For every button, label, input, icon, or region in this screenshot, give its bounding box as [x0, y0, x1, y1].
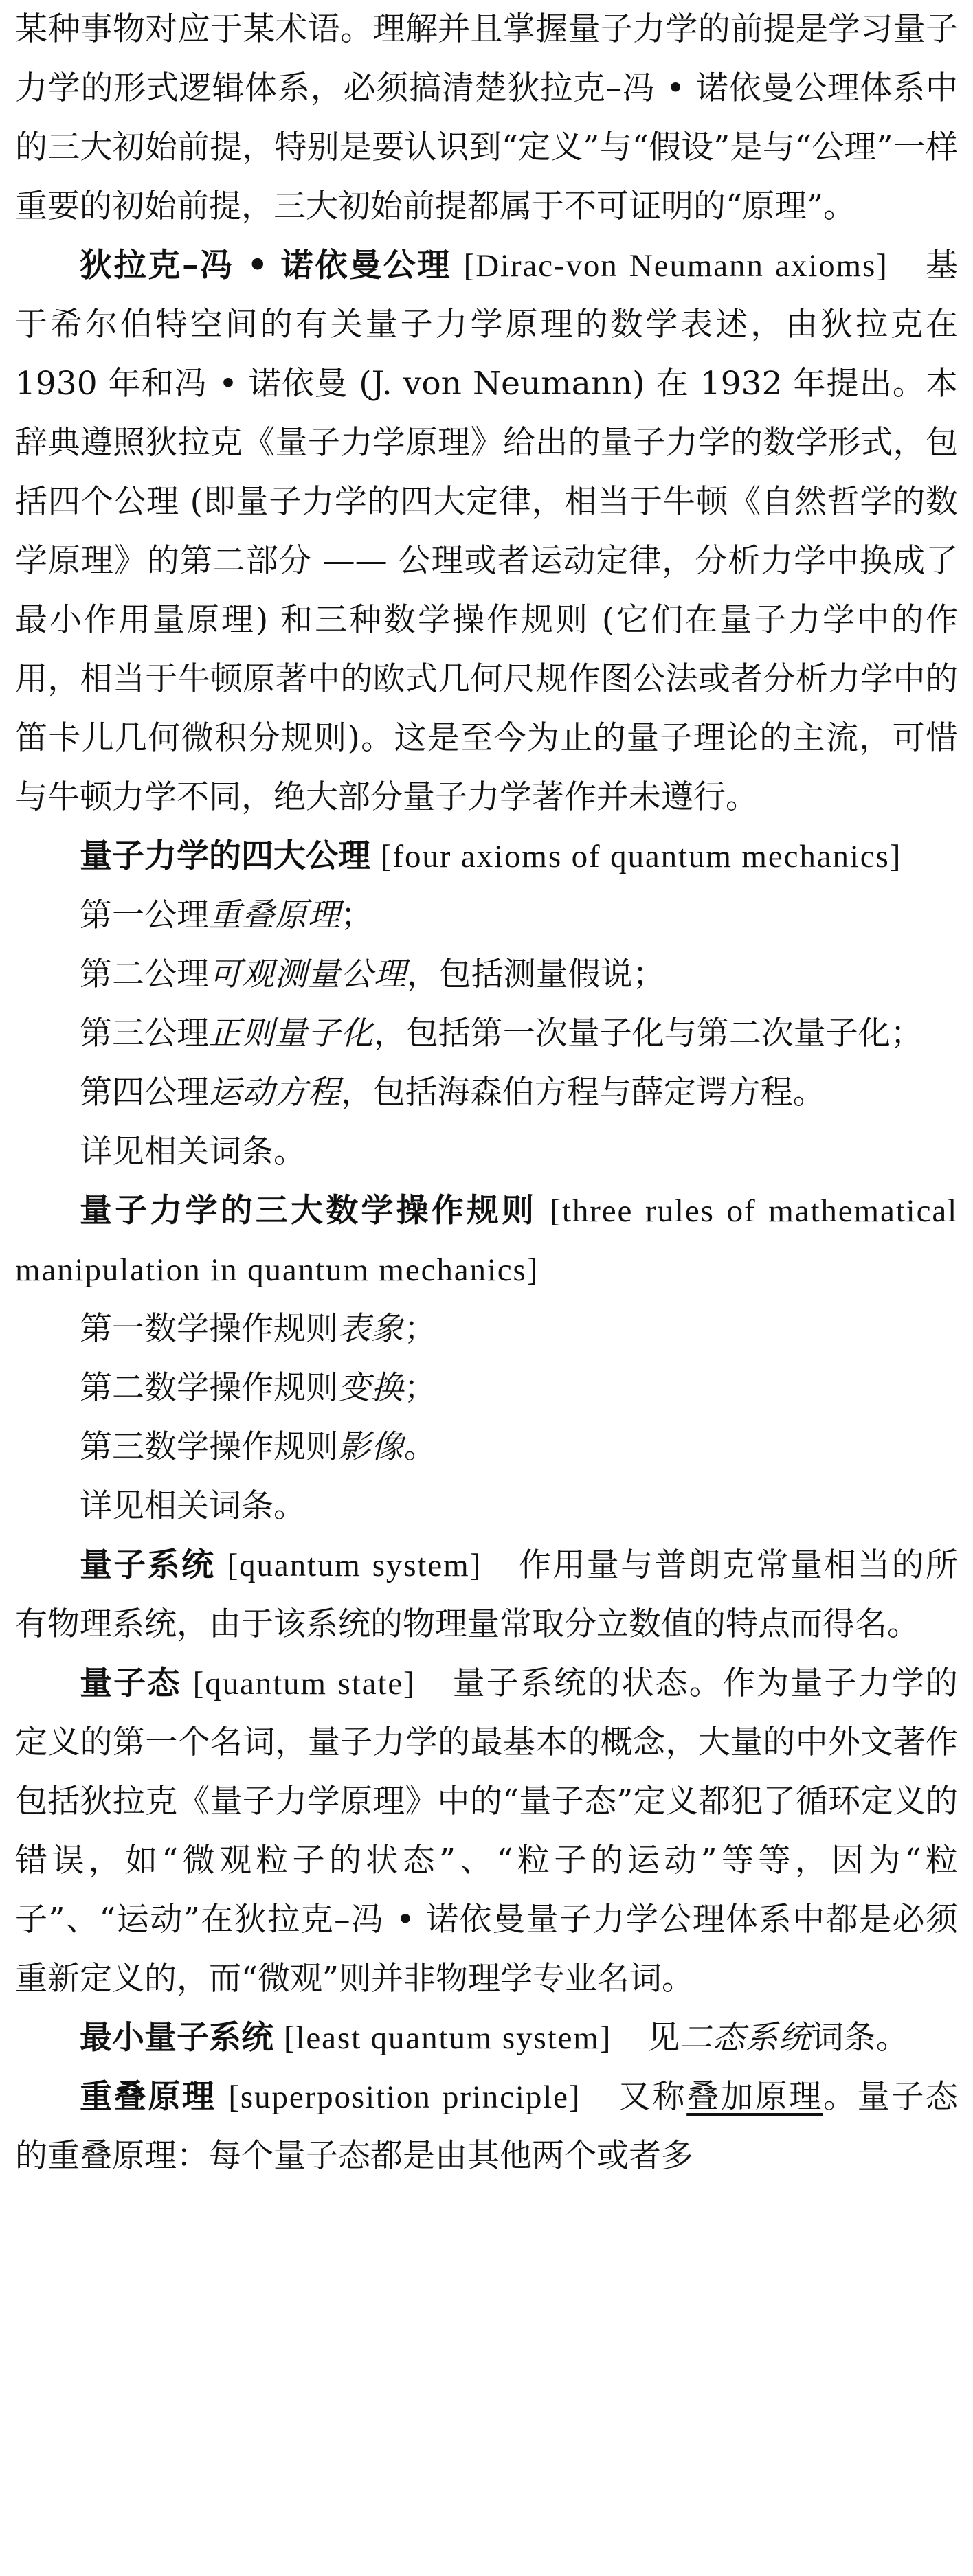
entry-english-term: [least quantum system] [283, 2020, 612, 2056]
list-item: 第一数学操作规则表象； [80, 1310, 436, 1348]
list-item: 第三公理正则量子化，包括第一次量子化与第二次量子化； [80, 1015, 923, 1052]
list-item: 第三数学操作规则影像。 [80, 1428, 436, 1466]
entry-english-term: [superposition principle] [228, 2079, 581, 2115]
cross-reference: 重叠原理 [209, 896, 341, 934]
entry-least-quantum-system: 最小量子系统 [least quantum system] 见二态系统词条。 [80, 2019, 908, 2057]
list-item: 第四公理运动方程，包括海森伯方程与薛定谔方程。 [80, 1074, 825, 1111]
cross-reference: 运动方程 [209, 1074, 341, 1111]
entry-headword: 最小量子系统 [80, 2019, 273, 2057]
list-item: 第二数学操作规则变换； [80, 1369, 436, 1407]
entry-body: 作用量与普朗克常量相当的所有物理系统，由于该系统的物理量常取分立数值的特点而得名。 [15, 1546, 958, 1643]
cross-reference: 表象 [338, 1310, 404, 1348]
entry-english-term: [quantum system] [227, 1548, 482, 1583]
entry-headword: 量子力学的三大数学操作规则 [80, 1192, 537, 1230]
cross-reference: 二态系统 [679, 2019, 812, 2057]
list-item: 第二公理可观测量公理，包括测量假说； [80, 956, 665, 993]
cross-reference: 可观测量公理 [209, 956, 407, 993]
entry-english-term: [quantum state] [192, 1666, 416, 1702]
entry-superposition-principle: 重叠原理 [superposition principle] 又称叠加原理。量子态的重叠原理：每个量子态都是由其他两个或者多 [15, 2078, 959, 2175]
entry-headword: 量子力学的四大公理 [80, 837, 370, 875]
intro-paragraph: 某种事物对应于某术语。理解并且掌握量子力学的前提是学习量子力学的形式逻辑体系，必须搞清楚狄拉克–冯 • 诺依曼公理体系中的三大初始前提，特别是要认识到“定义”与“假设”是与“公理”一样重要的初始前提，三大初始前提都属于不可证明的“原理”。 [15, 10, 958, 225]
entry-three-rules [15, 1182, 958, 1300]
entry-headword: 狄拉克–冯 • 诺依曼公理 [80, 247, 452, 284]
cross-reference: 影像 [338, 1428, 404, 1466]
cross-reference: 变换 [338, 1369, 404, 1407]
list-item: 第一公理重叠原理； [80, 896, 373, 934]
entry-body: 量子系统的状态。作为量子力学的定义的第一个名词，量子力学的最基本的概念，大量的中外文著作包括狄拉克《量子力学原理》中的“量子态”定义都犯了循环定义的错误，如“微观粒子的状态”、“粒子的运动”等等，因为“粒子”、“运动”在狄拉克–冯 • 诺依曼量子力学公理体系中都是必须重新定义的，而“微观”则并非物理学专业名词。 [15, 1664, 959, 1998]
entry-english-term: [Dirac-von Neumann axioms] [463, 248, 888, 284]
entry-body: 基于希尔伯特空间的有关量子力学原理的数学表述，由狄拉克在 1930 年和冯 • 诺依曼 (J. von Neumann) 在 1932 年提出。本辞典遵照狄拉克《量子力学原理》给出的量子力学的数学形式，包括四个公理 (即量子力学的四大定律，相当于牛顿《自然哲学的数学原理》的第二部分 —— 公理或者运动定律，分析力学中换成了最小作用量原理) 和三种数学操作规则 (它们在量子力学中的作用，相当于牛顿原著中的欧式几何尺规作图公法或者分析力学中的笛卡儿几何微积分规则)。这是至今为止的量子理论的主流，可惜与牛顿力学不同，绝大部分量子力学著作并未遵行。 [15, 247, 958, 816]
entry-headword: 量子系统 [80, 1546, 216, 1584]
see-also: 详见相关词条。 [80, 1487, 306, 1525]
entry-english-term: [four axioms of quantum mechanics] [380, 839, 902, 874]
cross-reference: 正则量子化 [209, 1015, 374, 1052]
entry-quantum-system [15, 1536, 958, 1654]
entry-quantum-state [15, 1654, 958, 2009]
alias-term: 叠加原理 [686, 2078, 823, 2116]
entry-headword: 重叠原理 [80, 2078, 216, 2116]
entry-english-term: [three rules of mathematical manipulation in quantum mechanics] [15, 1193, 959, 1288]
see-also: 详见相关词条。 [80, 1133, 306, 1171]
entry-headword: 量子态 [80, 1664, 181, 1702]
entry-four-axioms [15, 827, 958, 886]
entry-dirac-von-neumann [15, 236, 958, 827]
